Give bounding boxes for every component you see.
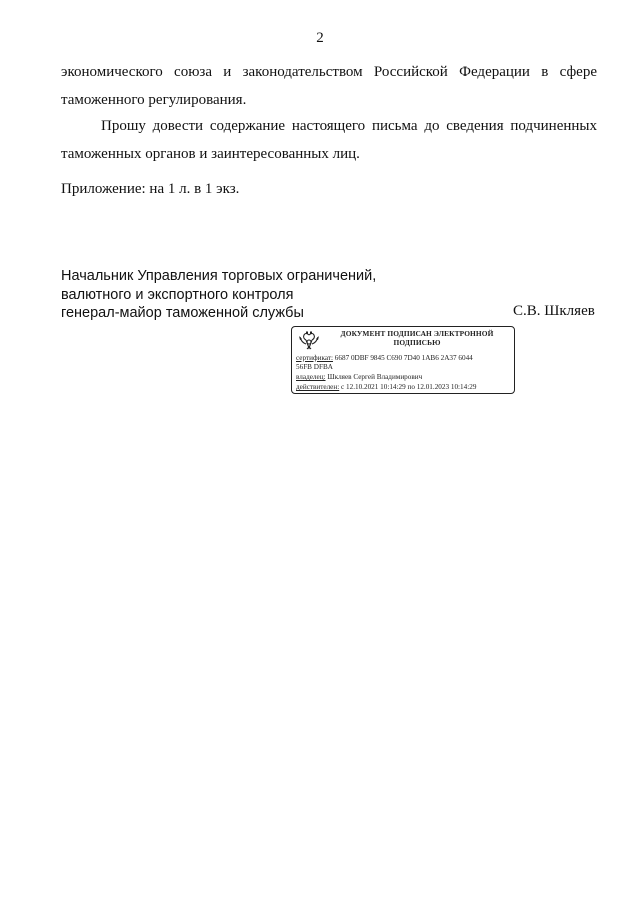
stamp-title-line-1: ДОКУМЕНТ ПОДПИСАН ЭЛЕКТРОННОЙ: [340, 329, 494, 338]
paragraph-2: [61, 112, 597, 168]
position-line-2: валютного и экспортного контроля: [61, 286, 294, 303]
certificate-label: сертификат:: [296, 354, 333, 362]
stamp-title: [322, 330, 512, 347]
position-line-1: Начальник Управления торговых ограничений,: [61, 268, 377, 284]
electronic-signature-stamp: [291, 326, 515, 394]
stamp-title-line-2: ПОДПИСЬЮ: [393, 337, 441, 347]
page-number: 2: [316, 30, 324, 46]
paragraph-1: [61, 58, 597, 114]
certificate-value: 6687 0DBF 9845 C690 7D40 1AB6 2A37 6044: [334, 354, 473, 362]
owner-label: владелец:: [296, 373, 326, 381]
stamp-certificate-cont: 56FB DFBA: [296, 363, 333, 371]
position-line-3: генерал-майор таможенной службы: [61, 305, 304, 321]
stamp-owner: [296, 373, 422, 382]
signatory-name: С.В. Шкляев: [513, 303, 595, 319]
signatory-position: [61, 267, 376, 323]
validity-value: с 12.10.2021 10:14:29 по 12.01.2023 10:14:29: [341, 383, 477, 391]
validity-label: действителен:: [296, 383, 340, 391]
paragraph-1-line-1: экономического союза и законодательством Российской Федерации в сфере: [61, 64, 597, 80]
paragraph-1-line-2: таможенного регулирования.: [61, 92, 247, 108]
stamp-certificate: [296, 354, 473, 363]
attachment-note: Приложение: на 1 л. в 1 экз.: [61, 181, 240, 197]
owner-value: Шкляев Сергей Владимирович: [327, 373, 423, 381]
paragraph-2-line-2: таможенных органов и заинтересованных лиц.: [61, 146, 360, 162]
stamp-validity: [296, 383, 476, 392]
eagle-emblem-icon: [298, 331, 320, 351]
paragraph-2-line-1: Прошу довести содержание настоящего письма до сведения подчиненных: [101, 118, 597, 134]
